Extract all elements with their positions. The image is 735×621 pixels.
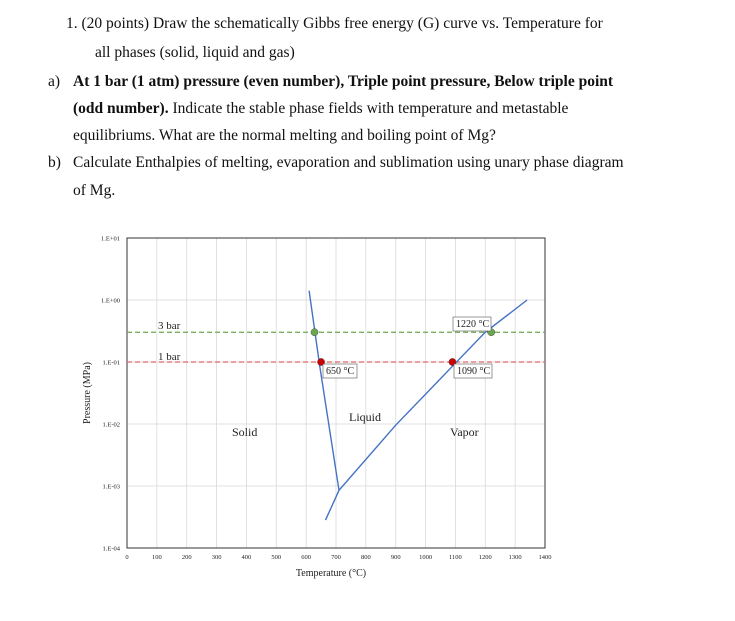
phase-label-liquid: Liquid <box>349 410 381 424</box>
x-tick-label: 1300 <box>508 554 522 561</box>
x-tick-label: 100 <box>151 554 162 561</box>
phase-boundary-line <box>309 291 339 491</box>
y-tick-label: 1.E+00 <box>100 297 120 305</box>
y-tick-label: 1.E+01 <box>100 235 120 243</box>
y-tick-label: 1.E-04 <box>102 545 120 553</box>
annotation-3-bar: 3 bar <box>158 320 181 332</box>
phase-label-vapor: Vapor <box>450 425 479 439</box>
phase-boundary-point <box>311 329 318 336</box>
x-tick-label: 400 <box>241 554 252 561</box>
part-a-line2-bold: (odd number). <box>73 100 169 117</box>
part-b-line1: Calculate Enthalpies of melting, evaporation and sublimation using unary phase diagram <box>73 154 624 171</box>
y-tick-label: 1.E-01 <box>102 359 120 367</box>
part-a-line2-rest: Indicate the stable phase fields with temperature and metastable <box>168 100 569 117</box>
part-a-line3: equilibriums. What are the normal melting and boiling point of Mg? <box>73 127 496 144</box>
annotation-1090c: 1090 °C <box>457 366 491 377</box>
x-tick-label: 700 <box>331 554 341 561</box>
question-1-line2: all phases (solid, liquid and gas) <box>95 44 295 61</box>
x-tick-label: 1400 <box>538 554 552 561</box>
annotation-1-bar: 1 bar <box>158 351 181 363</box>
x-tick-label: 200 <box>181 554 192 561</box>
x-tick-label: 0 <box>125 554 129 561</box>
x-axis-title: Temperature (°C) <box>295 568 367 579</box>
x-tick-label: 900 <box>390 554 401 561</box>
part-a-marker: a) <box>48 73 61 90</box>
x-tick-label: 1000 <box>419 554 433 561</box>
annotation-650c: 650 °C <box>326 366 355 377</box>
annotation-1220c: 1220 °C <box>456 319 490 330</box>
y-tick-label: 1.E-02 <box>102 421 120 429</box>
part-a-line1: At 1 bar (1 atm) pressure (even number), Triple point pressure, Below triple point <box>73 73 614 90</box>
part-b-marker: b) <box>48 154 61 171</box>
x-tick-label: 600 <box>301 554 312 561</box>
y-axis-title: Pressure (MPa) <box>82 362 93 424</box>
question-1-line1: 1. (20 points) Draw the schematically Gibbs free energy (G) curve vs. Temperature for <box>66 15 603 32</box>
x-tick-label: 800 <box>360 554 371 561</box>
phase-label-solid: Solid <box>232 425 258 439</box>
x-tick-label: 500 <box>271 554 282 561</box>
x-tick-label: 1100 <box>449 554 462 561</box>
x-tick-label: 300 <box>211 554 222 561</box>
part-b-line2: of Mg. <box>73 182 116 199</box>
x-tick-label: 1200 <box>478 554 492 561</box>
y-tick-label: 1.E-03 <box>102 483 120 491</box>
